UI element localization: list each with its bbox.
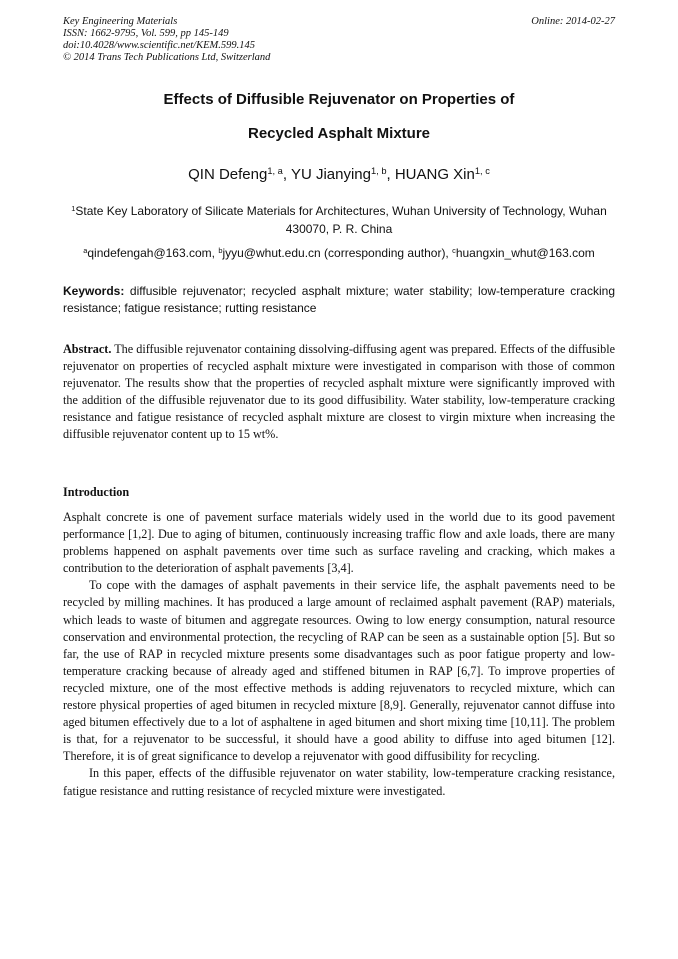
online-date: Online: 2014-02-27 <box>531 16 615 27</box>
author-separator: , <box>386 166 395 183</box>
introduction-body <box>63 509 615 800</box>
author-separator: , <box>282 166 291 183</box>
keywords-label: Keywords: <box>63 284 125 298</box>
copyright-line: © 2014 Trans Tech Publications Ltd, Switzerland <box>63 52 271 63</box>
paragraph: In this paper, effects of the diffusible rejuvenator on water stability, low-temperature cracking resistance, fatigue resistance and rutting resistance of recycled mixture were investigated. <box>63 766 615 798</box>
issn-line: ISSN: 1662-9795, Vol. 599, pp 145-149 <box>63 28 229 39</box>
paper-title-line-2: Recycled Asphalt Mixture <box>248 125 430 142</box>
journal-name: Key Engineering Materials <box>63 16 178 27</box>
doi-line: doi:10.4028/www.scientific.net/KEM.599.145 <box>63 40 255 51</box>
paper-title-line-1: Effects of Diffusible Rejuvenator on Properties of <box>163 91 515 108</box>
email-c: huangxin_whut@163.com <box>455 246 595 260</box>
email-a: qindefengah@163.com, <box>87 246 219 260</box>
author-sup: 1, a <box>267 165 283 176</box>
abstract-text: The diffusible rejuvenator containing dissolving-diffusing agent was prepared. Effects of the diffusible rejuvenator on properties of recycled asphalt mixture were investigated in comparison with those of common rejuvenator. The results show that the properties of recycled asphalt mixture were significantly improved with the addition of the diffusible rejuvenator due to its good diffusibility. Water stability, low-temperature cracking resistance and fatigue resistance of recycled asphalt mixture are closest to virgin mixture when increasing the diffusible rejuvenator content up to 15 wt%. <box>63 342 615 442</box>
email-b: jyyu@whut.edu.cn (corresponding author), <box>222 246 453 260</box>
author-name: QIN Defeng <box>188 166 268 183</box>
author-name: YU Jianying <box>290 166 371 183</box>
paragraph: To cope with the damages of asphalt pavements in their service life, the asphalt pavements need to be recycled by milling machines. It has produced a large amount of reclaimed asphalt pavement (RAP) materials, which leads to waste of bitumen and aggregate resources. Owing to low energy consumption, natural resource conservation and environmental protection, the recycling of RAP can be seen as a sustainable option [5]. But so far, the use of RAP in recycled mixture presents some disadvantages such as poor fatigue property and low-temperature cracking because of already aged and stiffened bitumen in RAP [6,7]. To improve properties of recycled mixture, one of the most effective methods is adding rejuvenators to recycled mixture, which can restore physical properties of aged bitumen in recycled mixture [8,9]. Generally, rejuvenator cannot diffuse into aged bitumen effectively due to a lot of asphaltene in aged bitumen and short mixing time [10,11]. The problem is that, for a rejuvenator to be successful, it should have a good ability to diffuse into aged bitumen [12]. Therefore, it is of great significance to develop a rejuvenator with good diffusibility for recycling. <box>63 578 615 764</box>
email-list <box>63 244 615 262</box>
affiliation <box>63 202 615 238</box>
abstract <box>63 341 615 444</box>
paragraph: Asphalt concrete is one of pavement surface materials widely used in the world due to its good pavement performance [1,2]. Due to aging of bitumen, continuously increasing traffic flow and axle loads, there are many problems happened on asphalt pavements over time such as surface raveling and cracking, which makes a contribution to the deterioration of asphalt pavements [3,4]. <box>63 510 615 576</box>
author-list <box>63 166 615 183</box>
author-sup: 1, c <box>474 165 490 176</box>
email-sup: b <box>218 245 223 255</box>
email-sup: c <box>452 245 456 255</box>
section-heading-introduction: Introduction <box>63 485 130 499</box>
keywords-text: diffusible rejuvenator; recycled asphalt mixture; water stability; low-temperature cracking resistance; fatigue resistance; rutting resistance <box>63 284 615 315</box>
author-name: HUANG Xin <box>394 166 475 183</box>
email-sup: a <box>83 245 88 255</box>
affiliation-text: State Key Laboratory of Silicate Materials for Architectures, Wuhan University of Technology, Wuhan 430070, P. R. China <box>75 204 607 236</box>
abstract-label: Abstract. <box>63 342 112 356</box>
author-sup: 1, b <box>370 165 387 176</box>
keywords <box>63 283 615 317</box>
journal-header <box>63 16 615 64</box>
affiliation-sup: 1 <box>71 203 76 213</box>
